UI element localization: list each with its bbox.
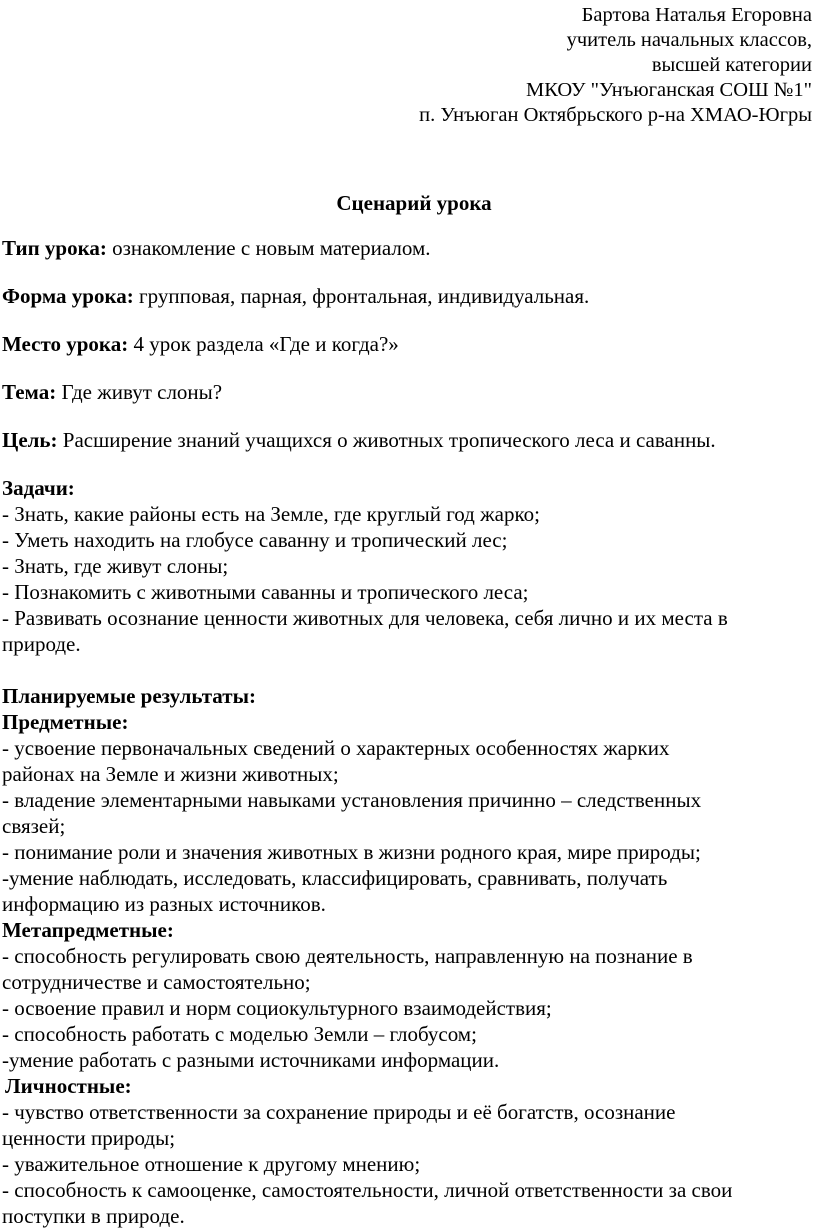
list-item: -умение наблюдать, исследовать, классифицировать, сравнивать, получать [2,866,668,890]
list-item: - освоение правил и норм социокультурного взаимодействия; [2,996,552,1020]
list-item: поступки в природе. [2,1204,185,1228]
list-item: информацию из разных источников. [2,892,326,916]
meta-results-heading: Метапредметные: [2,918,174,942]
list-item: - владение элементарными навыками установления причинно – следственных [2,788,702,812]
list-item: - Знать, где живут слоны; [2,554,229,578]
list-item: -умение работать с разными источниками информации. [2,1048,500,1072]
lesson-topic-label: Тема: [2,380,57,404]
lesson-goal [2,428,812,453]
list-item: сотрудничестве и самостоятельно; [2,970,311,994]
results-heading: Планируемые результаты: [2,684,256,708]
tasks-heading: Задачи: [2,476,75,500]
lesson-topic [2,380,812,405]
lesson-type-value: ознакомление с новым материалом. [106,236,431,260]
tasks-section [2,475,812,657]
author-block [2,3,812,128]
list-item: - Развивать осознание ценности животных для человека, себя лично и их места в [2,606,728,630]
author-category: высшей категории [651,54,812,76]
list-item: - Уметь находить на глобусе саванну и тропический лес; [2,528,508,552]
author-location: п. Унъюган Октябрьского р-на ХМАО-Югры [419,104,812,126]
list-item: - усвоение первоначальных сведений о характерных особенностях жарких [2,736,670,760]
list-item: связей; [2,814,66,838]
list-item: районах на Земле и жизни животных; [2,762,339,786]
list-item: - Познакомить с животными саванны и тропического леса; [2,580,529,604]
lesson-form-label: Форма урока: [2,284,134,308]
lesson-type [2,236,812,261]
lesson-place-value: 4 урок раздела «Где и когда?» [128,332,399,356]
results-section [2,683,812,1229]
list-item: природе. [2,632,81,656]
lesson-place-label: Место урока: [2,332,129,356]
list-item: ценности природы; [2,1126,176,1150]
lesson-topic-value: Где живут слоны? [56,380,223,404]
list-item: - Знать, какие районы есть на Земле, где круглый год жарко; [2,502,540,526]
list-item: - способность работать с моделью Земли – глобусом; [2,1022,477,1046]
list-item: - понимание роли и значения животных в жизни родного края, мире природы; [2,840,701,864]
list-item: - способность к самооценке, самостоятельности, личной ответственности за свои [2,1178,733,1202]
author-school: МКОУ "Унъюганская СОШ №1" [526,79,812,101]
list-item: - уважительное отношение к другому мнению; [2,1152,421,1176]
subject-results-heading: Предметные: [2,710,129,734]
lesson-place [2,332,812,357]
personal-results-heading: Личностные: [5,1074,132,1098]
document-title: Сценарий урока [336,191,492,215]
lesson-goal-value: Расширение знаний учащихся о животных тропического леса и саванны. [57,428,716,452]
author-position: учитель начальных классов, [566,29,812,51]
author-name: Бартова Наталья Егоровна [581,4,812,26]
list-item: - способность регулировать свою деятельность, направленную на познание в [2,944,693,968]
lesson-goal-label: Цель: [2,428,58,452]
lesson-form-value: групповая, парная, фронтальная, индивидуальная. [133,284,590,308]
lesson-type-label: Тип урока: [2,236,107,260]
lesson-form [2,284,812,309]
list-item: - чувство ответственности за сохранение природы и её богатств, осознание [2,1100,676,1124]
